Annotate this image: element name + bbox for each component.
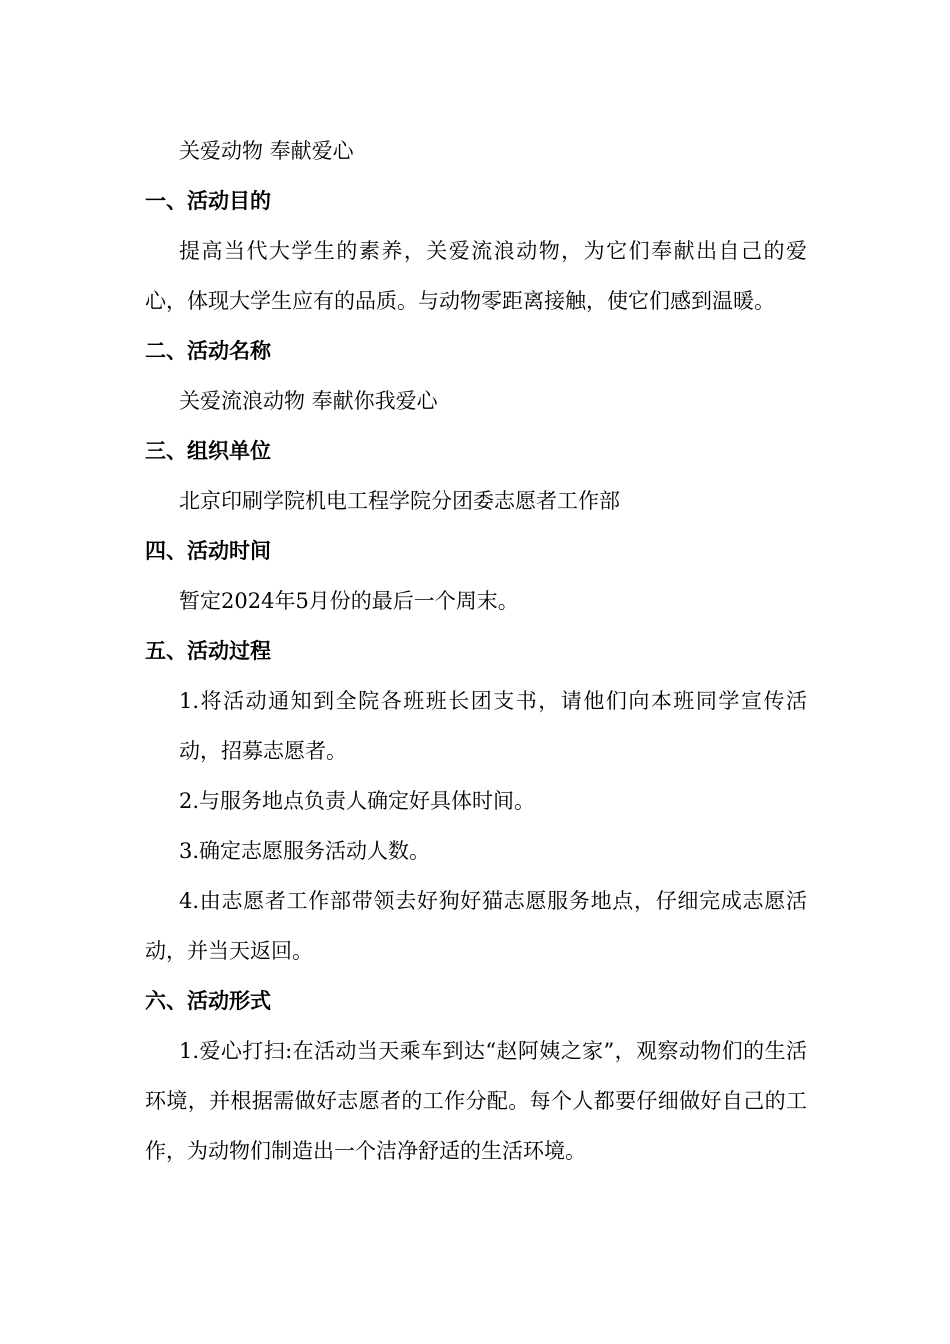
document-page <box>145 126 807 1176</box>
section-paragraph-organizer: 北京印刷学院机电工程学院分团委志愿者工作部 <box>179 489 620 513</box>
section-paragraph-time: 暂定2024年5月份的最后一个周末。 <box>179 589 519 613</box>
process-step-3: 3.确定志愿服务活动人数。 <box>179 839 431 863</box>
section-heading-format: 六、活动形式 <box>145 989 271 1013</box>
process-step-2: 2.与服务地点负责人确定好具体时间。 <box>179 789 536 813</box>
section-paragraph-name: 关爱流浪动物 奉献你我爱心 <box>179 389 438 413</box>
section-heading-process: 五、活动过程 <box>145 639 271 663</box>
process-step-1: 1.将活动通知到全院各班班长团支书，请他们向本班同学宣传活动，招募志愿者。 <box>179 689 807 763</box>
document-title: 关爱动物 奉献爱心 <box>179 139 354 163</box>
section-heading-purpose: 一、活动目的 <box>145 189 271 213</box>
section-heading-name: 二、活动名称 <box>145 339 271 363</box>
format-item-1: 1.爱心打扫:在活动当天乘车到达“赵阿姨之家”，观察动物们的生活环境，并根据需做好志愿者的工作分配。每个人都要仔细做好自己的工作，为动物们制造出一个洁净舒适的生活环境。 <box>145 1039 807 1163</box>
section-heading-time: 四、活动时间 <box>145 539 271 563</box>
process-step-4: 4.由志愿者工作部带领去好狗好猫志愿服务地点，仔细完成志愿活动，并当天返回。 <box>145 889 807 963</box>
section-paragraph-purpose: 提高当代大学生的素养，关爱流浪动物，为它们奉献出自己的爱心，体现大学生应有的品质。与动物零距离接触，使它们感到温暖。 <box>145 239 807 313</box>
section-heading-organizer: 三、组织单位 <box>145 439 271 463</box>
